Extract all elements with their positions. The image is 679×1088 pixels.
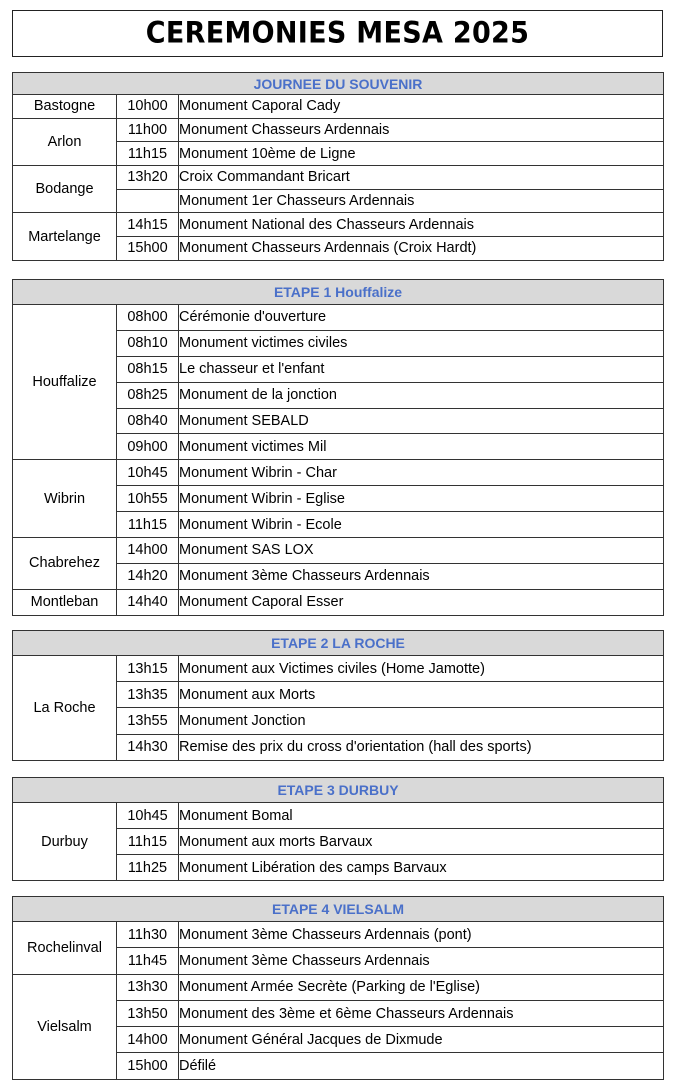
place-cell: Houffalize xyxy=(13,305,117,460)
table-row xyxy=(13,166,664,190)
description-cell: Monument Wibrin - Char xyxy=(179,460,664,486)
description-cell: Monument SAS LOX xyxy=(179,538,664,564)
time-cell: 08h10 xyxy=(117,330,179,356)
description-cell: Monument Chasseurs Ardennais (Croix Hardt) xyxy=(179,237,664,261)
place-cell: Wibrin xyxy=(13,460,117,538)
description-cell: Monument 1er Chasseurs Ardennais xyxy=(179,189,664,213)
description-cell: Monument aux Victimes civiles (Home Jamotte) xyxy=(179,656,664,682)
section-header: JOURNEE DU SOUVENIR xyxy=(13,73,664,95)
place-cell: Bodange xyxy=(13,166,117,213)
description-cell: Monument Chasseurs Ardennais xyxy=(179,118,664,142)
description-cell: Monument victimes civiles xyxy=(179,330,664,356)
description-cell: Monument Caporal Esser xyxy=(179,589,664,615)
place-cell: Vielsalm xyxy=(13,974,117,1079)
section-table xyxy=(12,630,664,761)
place-cell: Bastogne xyxy=(13,95,117,119)
description-cell: Le chasseur et l'enfant xyxy=(179,356,664,382)
time-cell: 14h00 xyxy=(117,538,179,564)
time-cell: 15h00 xyxy=(117,1053,179,1079)
time-cell: 13h35 xyxy=(117,682,179,708)
page-title: CEREMONIES MESA 2025 xyxy=(145,16,530,51)
description-cell: Monument Libération des camps Barvaux xyxy=(179,855,664,881)
time-cell: 14h20 xyxy=(117,563,179,589)
time-cell: 11h15 xyxy=(117,829,179,855)
time-cell: 08h25 xyxy=(117,382,179,408)
time-cell: 14h00 xyxy=(117,1027,179,1053)
time-cell: 13h55 xyxy=(117,708,179,734)
description-cell: Monument Wibrin - Eglise xyxy=(179,486,664,512)
time-cell: 14h40 xyxy=(117,589,179,615)
description-cell: Monument Caporal Cady xyxy=(179,95,664,119)
description-cell: Remise des prix du cross d'orientation (hall des sports) xyxy=(179,734,664,760)
time-cell: 10h55 xyxy=(117,486,179,512)
table-row xyxy=(13,213,664,237)
time-cell: 10h45 xyxy=(117,803,179,829)
section-table xyxy=(12,279,664,616)
section-table xyxy=(12,896,664,1080)
place-cell: Montleban xyxy=(13,589,117,615)
description-cell: Défilé xyxy=(179,1053,664,1079)
time-cell: 14h30 xyxy=(117,734,179,760)
place-cell: Rochelinval xyxy=(13,922,117,975)
time-cell: 08h40 xyxy=(117,408,179,434)
description-cell: Monument 3ème Chasseurs Ardennais xyxy=(179,563,664,589)
table-row xyxy=(13,803,664,829)
section-header: ETAPE 3 DURBUY xyxy=(13,778,664,803)
section-header: ETAPE 1 Houffalize xyxy=(13,280,664,305)
time-cell: 11h45 xyxy=(117,948,179,974)
description-cell: Cérémonie d'ouverture xyxy=(179,305,664,331)
description-cell: Monument National des Chasseurs Ardennais xyxy=(179,213,664,237)
table-row xyxy=(13,95,664,119)
place-cell: La Roche xyxy=(13,656,117,761)
time-cell: 08h00 xyxy=(117,305,179,331)
description-cell: Croix Commandant Bricart xyxy=(179,166,664,190)
time-cell: 11h00 xyxy=(117,118,179,142)
time-cell: 11h15 xyxy=(117,142,179,166)
table-row xyxy=(13,922,664,948)
place-cell: Chabrehez xyxy=(13,538,117,590)
time-cell: 15h00 xyxy=(117,237,179,261)
description-cell: Monument victimes Mil xyxy=(179,434,664,460)
table-row xyxy=(13,118,664,142)
time-cell: 13h15 xyxy=(117,656,179,682)
section-header: ETAPE 2 LA ROCHE xyxy=(13,631,664,656)
description-cell: Monument aux morts Barvaux xyxy=(179,829,664,855)
time-cell: 13h50 xyxy=(117,1000,179,1026)
table-row xyxy=(13,656,664,682)
place-cell: Arlon xyxy=(13,118,117,165)
description-cell: Monument 3ème Chasseurs Ardennais xyxy=(179,948,664,974)
section-header: ETAPE 4 VIELSALM xyxy=(13,897,664,922)
time-cell: 10h45 xyxy=(117,460,179,486)
place-cell: Durbuy xyxy=(13,803,117,881)
description-cell: Monument Bomal xyxy=(179,803,664,829)
description-cell: Monument Wibrin - Ecole xyxy=(179,512,664,538)
table-row xyxy=(13,589,664,615)
description-cell: Monument SEBALD xyxy=(179,408,664,434)
description-cell: Monument Armée Secrète (Parking de l'Eglise) xyxy=(179,974,664,1000)
table-row xyxy=(13,538,664,564)
description-cell: Monument 3ème Chasseurs Ardennais (pont) xyxy=(179,922,664,948)
time-cell: 09h00 xyxy=(117,434,179,460)
time-cell: 11h25 xyxy=(117,855,179,881)
place-cell: Martelange xyxy=(13,213,117,260)
description-cell: Monument aux Morts xyxy=(179,682,664,708)
time-cell: 11h30 xyxy=(117,922,179,948)
time-cell: 14h15 xyxy=(117,213,179,237)
table-row xyxy=(13,974,664,1000)
table-row xyxy=(13,460,664,486)
description-cell: Monument des 3ème et 6ème Chasseurs Ardennais xyxy=(179,1000,664,1026)
time-cell: 11h15 xyxy=(117,512,179,538)
time-cell: 10h00 xyxy=(117,95,179,119)
description-cell: Monument Jonction xyxy=(179,708,664,734)
time-cell xyxy=(117,189,179,213)
time-cell: 08h15 xyxy=(117,356,179,382)
title-box xyxy=(12,10,663,57)
description-cell: Monument 10ème de Ligne xyxy=(179,142,664,166)
section-table xyxy=(12,777,664,881)
description-cell: Monument de la jonction xyxy=(179,382,664,408)
section-table xyxy=(12,72,664,261)
time-cell: 13h20 xyxy=(117,166,179,190)
description-cell: Monument Général Jacques de Dixmude xyxy=(179,1027,664,1053)
time-cell: 13h30 xyxy=(117,974,179,1000)
table-row xyxy=(13,305,664,331)
